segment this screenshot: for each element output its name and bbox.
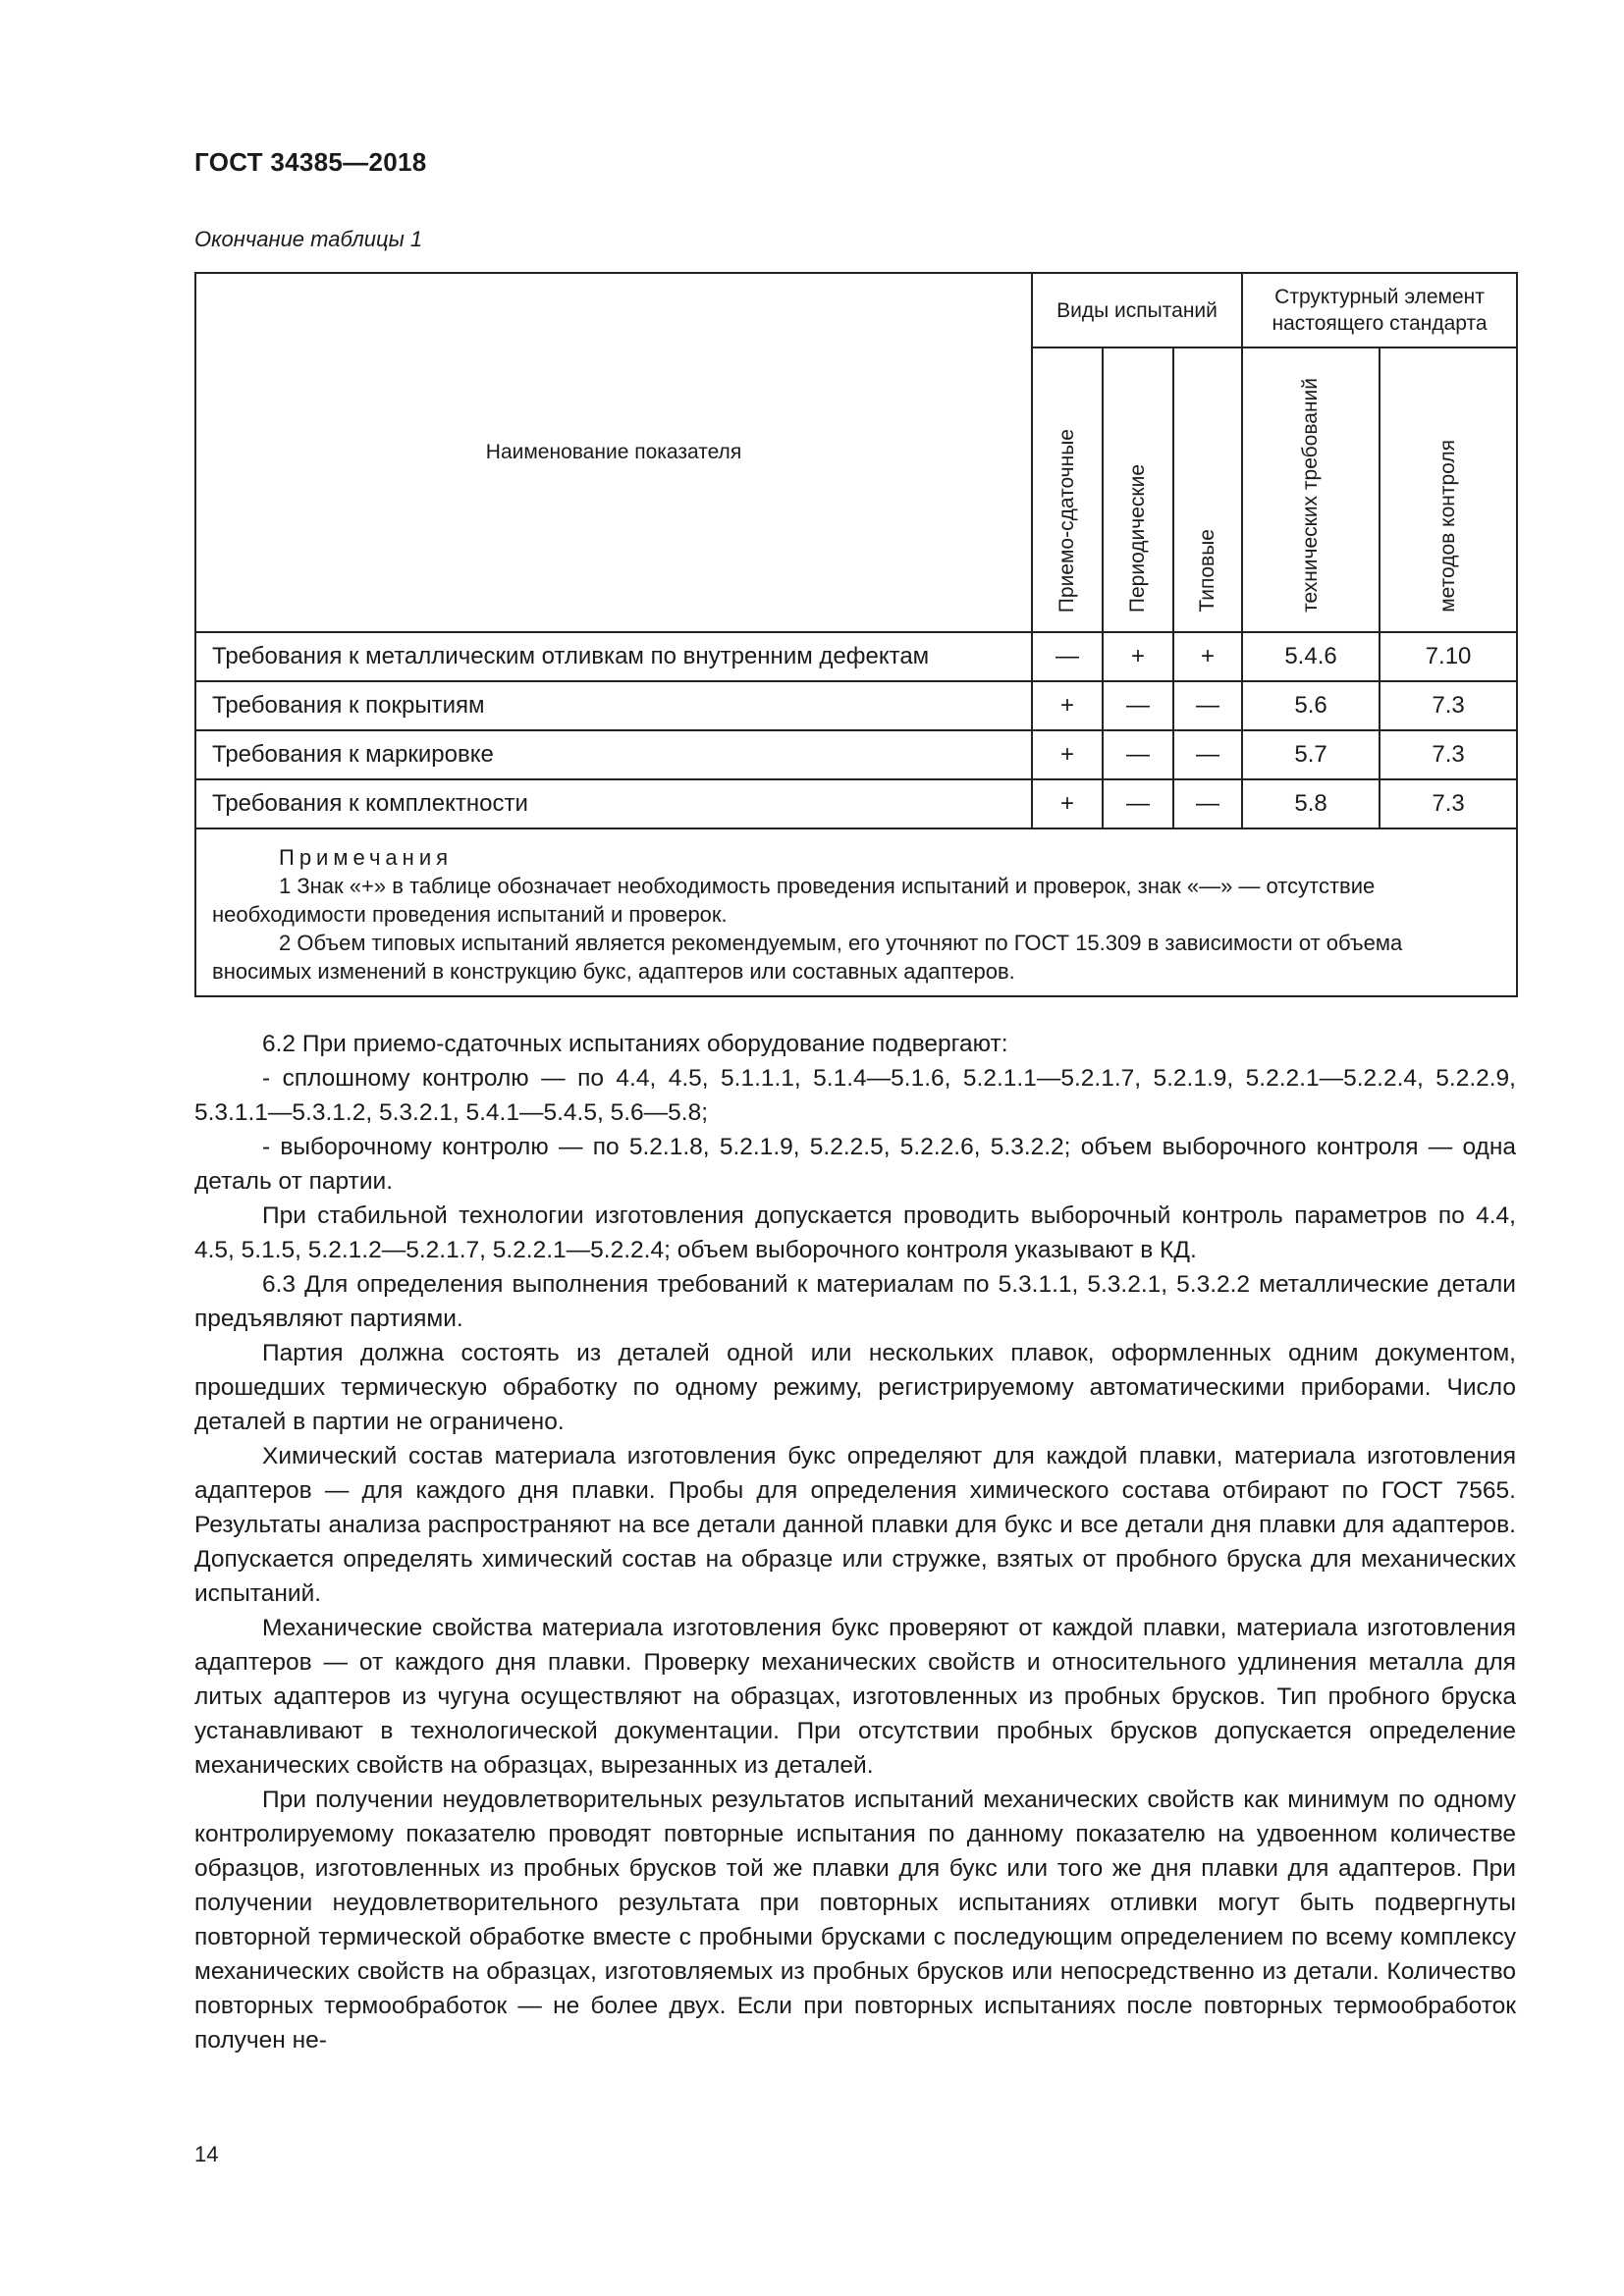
cell-tech: 5.8	[1242, 779, 1380, 828]
cell-acceptance: +	[1032, 730, 1103, 779]
requirements-table	[194, 272, 1518, 997]
paragraph: При стабильной технологии изготовления допускается проводить выборочный контроль параметров по 4.4, 4.5, 5.1.5, 5.2.1.2—5.2.1.7, 5.2.2.1—5.2.2.4; объем выборочного контроля указывают в КД.	[194, 1202, 1516, 1263]
cell-type: —	[1173, 681, 1242, 730]
cell-acceptance: —	[1032, 632, 1103, 681]
header-control-methods: методов контроля	[1380, 347, 1517, 632]
header-tech-requirements: технических требований	[1242, 347, 1380, 632]
table-caption: Окончание таблицы 1	[194, 227, 423, 251]
cell-periodic: —	[1103, 681, 1173, 730]
cell-methods: 7.3	[1380, 730, 1517, 779]
cell-name: Требования к покрытиям	[195, 681, 1032, 730]
paragraph: Химический состав материала изготовления букс определяют для каждой плавки, материала изготовления адаптеров — для каждого дня плавки. Пробы для определения химического состава отбирают по ГОСТ 7565. Результаты анализа распространяют на все детали данной плавки для букс и все детали дня плавки для адаптеров. Допускается определять химический состав на образце или стружке, взятых от пробного бруска для механических испытаний.	[194, 1443, 1516, 1607]
paragraph: 6.3 Для определения выполнения требований к материалам по 5.3.1.1, 5.3.2.1, 5.3.2.2 металлические детали предъявляют партиями.	[194, 1271, 1516, 1332]
cell-name: Требования к комплектности	[195, 779, 1032, 828]
cell-periodic: —	[1103, 730, 1173, 779]
note-1: 1 Знак «+» в таблице обозначает необходимость проведения испытаний и проверок, знак «—» — отсутствие необходимости проведения испытаний и проверок.	[212, 874, 1376, 927]
cell-name: Требования к металлическим отливкам по внутренним дефектам	[195, 632, 1032, 681]
cell-type: —	[1173, 779, 1242, 828]
header-type-tests: Типовые	[1173, 347, 1242, 632]
table-notes	[195, 828, 1517, 996]
paragraph: - выборочному контролю — по 5.2.1.8, 5.2.1.9, 5.2.2.5, 5.2.2.6, 5.3.2.2; объем выборочного контроля — одна деталь от партии.	[194, 1134, 1516, 1195]
cell-methods: 7.3	[1380, 681, 1517, 730]
table-row	[195, 681, 1517, 730]
paragraph: Механические свойства материала изготовления букс проверяют от каждой плавки, материала изготовления адаптеров — от каждого дня плавки. Проверку механических свойств и относительного удлинения металла для литых адаптеров из чугуна осуществляют на образцах, изготовленных из пробных брусков. Тип пробного бруска устанавливают в технологической документации. При отсутствии пробных брусков допускается определение механических свойств на образцах, вырезанных из деталей.	[194, 1615, 1516, 1779]
notes-title: Примечания	[279, 845, 454, 870]
header-structural-element: Структурный элемент настоящего стандарта	[1242, 273, 1517, 347]
header-indicator-name: Наименование показателя	[195, 273, 1032, 632]
header-acceptance: Приемо-сдаточные	[1032, 347, 1103, 632]
table-row	[195, 632, 1517, 681]
header-periodic: Периодические	[1103, 347, 1173, 632]
header-test-types: Виды испытаний	[1032, 273, 1242, 347]
cell-acceptance: +	[1032, 779, 1103, 828]
cell-methods: 7.10	[1380, 632, 1517, 681]
table-row	[195, 779, 1517, 828]
document-code: ГОСТ 34385—2018	[194, 147, 427, 177]
cell-name: Требования к маркировке	[195, 730, 1032, 779]
page-number: 14	[194, 2142, 219, 2166]
cell-tech: 5.7	[1242, 730, 1380, 779]
paragraph: При получении неудовлетворительных результатов испытаний механических свойств как минимум по одному контролируемому показателю проводят повторные испытания по данному показателю на удвоенном количестве образцов, изготовленных из пробных брусков той же плавки для букс или того же дня плавки для адаптеров. При получении неудовлетворительного результата при повторных испытаниях отливки могут быть подвергнуты повторной термической обработке вместе с пробными брусками с последующим определением по всему комплексу механических свойств на образцах, изготовляемых из пробных брусков или непосредственно из детали. Количество повторных термообработок — не более двух. Если при повторных испытаниях после повторных термообработок получен не-	[194, 1787, 1516, 2054]
cell-periodic: —	[1103, 779, 1173, 828]
cell-tech: 5.4.6	[1242, 632, 1380, 681]
note-2: 2 Объем типовых испытаний является рекомендуемым, его уточняют по ГОСТ 15.309 в зависимости от объема вносимых изменений в конструкцию букс, адаптеров или составных адаптеров.	[212, 931, 1403, 984]
cell-methods: 7.3	[1380, 779, 1517, 828]
paragraph: 6.2 При приемо-сдаточных испытаниях оборудование подвергают:	[262, 1031, 1008, 1057]
paragraph: Партия должна состоять из деталей одной или нескольких плавок, оформленных одним документом, прошедших термическую обработку по одному режиму, регистрируемому автоматическими приборами. Число деталей в партии не ограничено.	[194, 1340, 1516, 1435]
body-text	[194, 1027, 1516, 2057]
cell-type: +	[1173, 632, 1242, 681]
cell-tech: 5.6	[1242, 681, 1380, 730]
table-row	[195, 730, 1517, 779]
paragraph: - сплошному контролю — по 4.4, 4.5, 5.1.1.1, 5.1.4—5.1.6, 5.2.1.1—5.2.1.7, 5.2.1.9, 5.2.2.1—5.2.2.4, 5.2.2.9, 5.3.1.1—5.3.1.2, 5.3.2.1, 5.4.1—5.4.5, 5.6—5.8;	[194, 1065, 1516, 1126]
cell-periodic: +	[1103, 632, 1173, 681]
cell-acceptance: +	[1032, 681, 1103, 730]
cell-type: —	[1173, 730, 1242, 779]
